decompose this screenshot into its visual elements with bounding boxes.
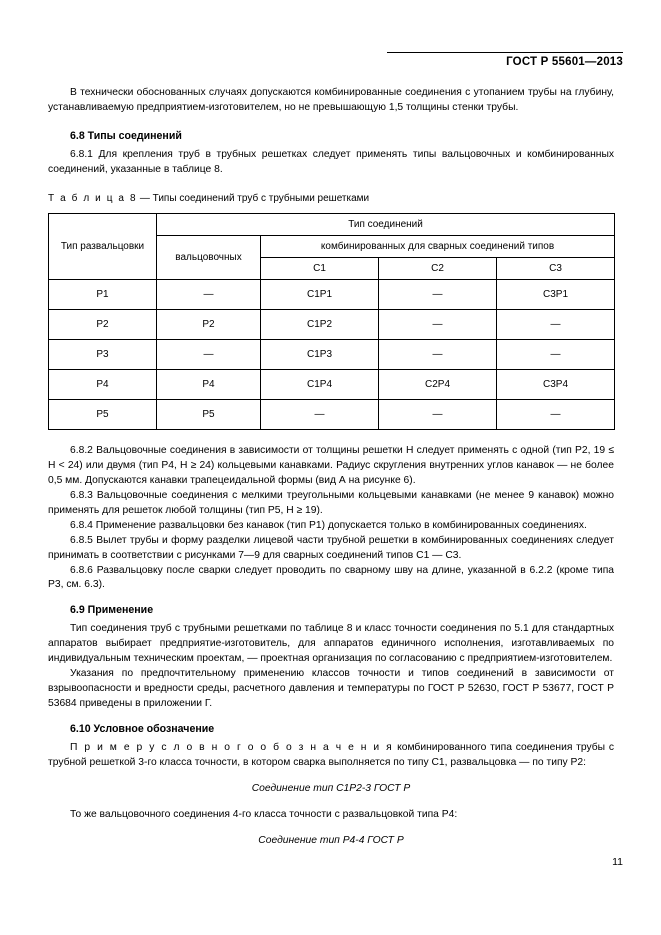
table-row <box>49 310 615 340</box>
cell-c3: С3Р4 <box>497 370 615 400</box>
cell-c2: — <box>379 280 497 310</box>
cell-type: Р2 <box>49 310 157 340</box>
cell-c1: С1Р1 <box>261 280 379 310</box>
section-6-8-3: 6.8.3 Вальцовочные соединения с мелкими треугольными кольцевыми канавками (не менее 9 канавок) можно применять для решеток любой толщины (тип Р5, H ≥ 19). <box>48 489 614 516</box>
designation-example-2: Соединение тип Р4-4 ГОСТ Р <box>258 834 404 846</box>
table-header-row-1 <box>49 214 615 236</box>
section-6-8-1: 6.8.1 Для крепления труб в трубных решетках следует применять типы вальцовочных и комбинированных соединений, указанные в таблице 8. <box>48 148 614 175</box>
standard-header: ГОСТ Р 55601—2013 <box>506 56 623 68</box>
section-6-10-paragraph-1 <box>48 741 614 771</box>
cell-c2: — <box>379 310 497 340</box>
cell-valts: Р2 <box>157 310 261 340</box>
cell-c3: — <box>497 340 615 370</box>
section-6-9-paragraph-2: Указания по предпочтительному применению классов точности и типов соединений в зависимости от взрывоопасности и вредности среды, расчетного давления и температуры по ГОСТ Р 52630, ГОСТ Р 53677, ГОСТ Р 53684 приведены в приложении Г. <box>48 668 614 710</box>
cell-valts: — <box>157 280 261 310</box>
connection-types-table <box>48 213 615 430</box>
example-label: П р и м е р у с л о в н о г о о б о з н а ч е н и я <box>70 741 394 753</box>
section-6-8-5: 6.8.5 Вылет трубы и форму разделки лицевой части трубной решетки в комбинированных соединениях следует принимать в соответствии с рисунками 7—9 для сварных соединений типов С1 — С3. <box>48 534 614 561</box>
cell-c3: С3Р1 <box>497 280 615 310</box>
intro-paragraph: В технически обоснованных случаях допускаются комбинированные соединения с утопанием трубы на глубину, устанавливаемую предприятием-изготовителем, но не превышающую 1,5 толщины стенки трубы. <box>48 87 614 113</box>
cell-c2: — <box>379 340 497 370</box>
header-cell-c3: С3 <box>497 258 615 280</box>
cell-type: Р3 <box>49 340 157 370</box>
header-cell-c2: С2 <box>379 258 497 280</box>
cell-c3: — <box>497 400 615 430</box>
section-6-9-title: 6.9 Применение <box>70 604 154 617</box>
table-row <box>49 400 615 430</box>
page-content <box>48 86 614 849</box>
cell-c2: С2Р4 <box>379 370 497 400</box>
table-caption <box>48 192 614 207</box>
cell-type: Р5 <box>49 400 157 430</box>
example-text: комбинированного типа соединения трубы с трубной решеткой 3-го класса точности, в котором сварка выполняется по типу С1, развальцовка — по типу Р2: <box>48 741 614 768</box>
cell-c1: С1Р2 <box>261 310 379 340</box>
header-rule <box>387 52 623 53</box>
cell-c1: — <box>261 400 379 430</box>
section-6-10-paragraph-2: То же вальцовочного соединения 4-го класса точности с развальцовкой типа Р4: <box>70 808 458 820</box>
header-cell-group: Тип соединений <box>157 214 615 236</box>
cell-c1: С1Р4 <box>261 370 379 400</box>
header-cell-valtsovochnyh: вальцовочных <box>157 236 261 280</box>
cell-valts: — <box>157 340 261 370</box>
cell-c2: — <box>379 400 497 430</box>
section-6-10-title: 6.10 Условное обозначение <box>70 722 215 735</box>
section-6-8-title: 6.8 Типы соединений <box>70 129 182 142</box>
header-cell-type: Тип развальцовки <box>49 214 157 280</box>
cell-c3: — <box>497 310 615 340</box>
cell-type: Р1 <box>49 280 157 310</box>
table-row <box>49 370 615 400</box>
table-row <box>49 280 615 310</box>
table-caption-label: Т а б л и ц а 8 <box>48 192 138 204</box>
section-6-9-paragraph-1: Тип соединения труб с трубными решетками по таблице 8 и класс точности соединения по 5.1 для стандартных аппаратов выбирает предприятие-изготовитель, для аппаратов единичного исполнения, изготавливаемых по индивидуальным техническим проектам, — проектная организация по согласованию с предприятием-изготовителем. <box>48 623 614 665</box>
section-6-8-4: 6.8.4 Применение развальцовки без канавок (тип Р1) допускается только в комбинированных соединениях. <box>70 519 587 531</box>
table-row <box>49 340 615 370</box>
header-cell-c1: С1 <box>261 258 379 280</box>
cell-c1: С1Р3 <box>261 340 379 370</box>
cell-valts: Р5 <box>157 400 261 430</box>
cell-valts: Р4 <box>157 370 261 400</box>
header-cell-combined: комбинированных для сварных соединений типов <box>261 236 615 258</box>
page-number: 11 <box>612 856 623 868</box>
section-6-8-6: 6.8.6 Развальцовку после сварки следует проводить по сварному шву на длине, указанной в 6.2.2 (кроме типа Р3, см. 6.3). <box>48 564 614 591</box>
section-6-8-2: 6.8.2 Вальцовочные соединения в зависимости от толщины решетки H следует применять с одной (тип Р2, 19 ≤ H < 24) или двумя (тип Р4, H ≥ 24) кольцевыми канавками. Радиус скругления внутренних углов канавок — не более 0,5 мм. Допускаются канавки трапецеидальной формы (вид А на рисунке 6). <box>48 445 614 487</box>
table-caption-text: — Типы соединений труб с трубными решетками <box>137 192 370 204</box>
cell-type: Р4 <box>49 370 157 400</box>
designation-example-1: Соединение тип С1Р2-3 ГОСТ Р <box>251 782 411 794</box>
